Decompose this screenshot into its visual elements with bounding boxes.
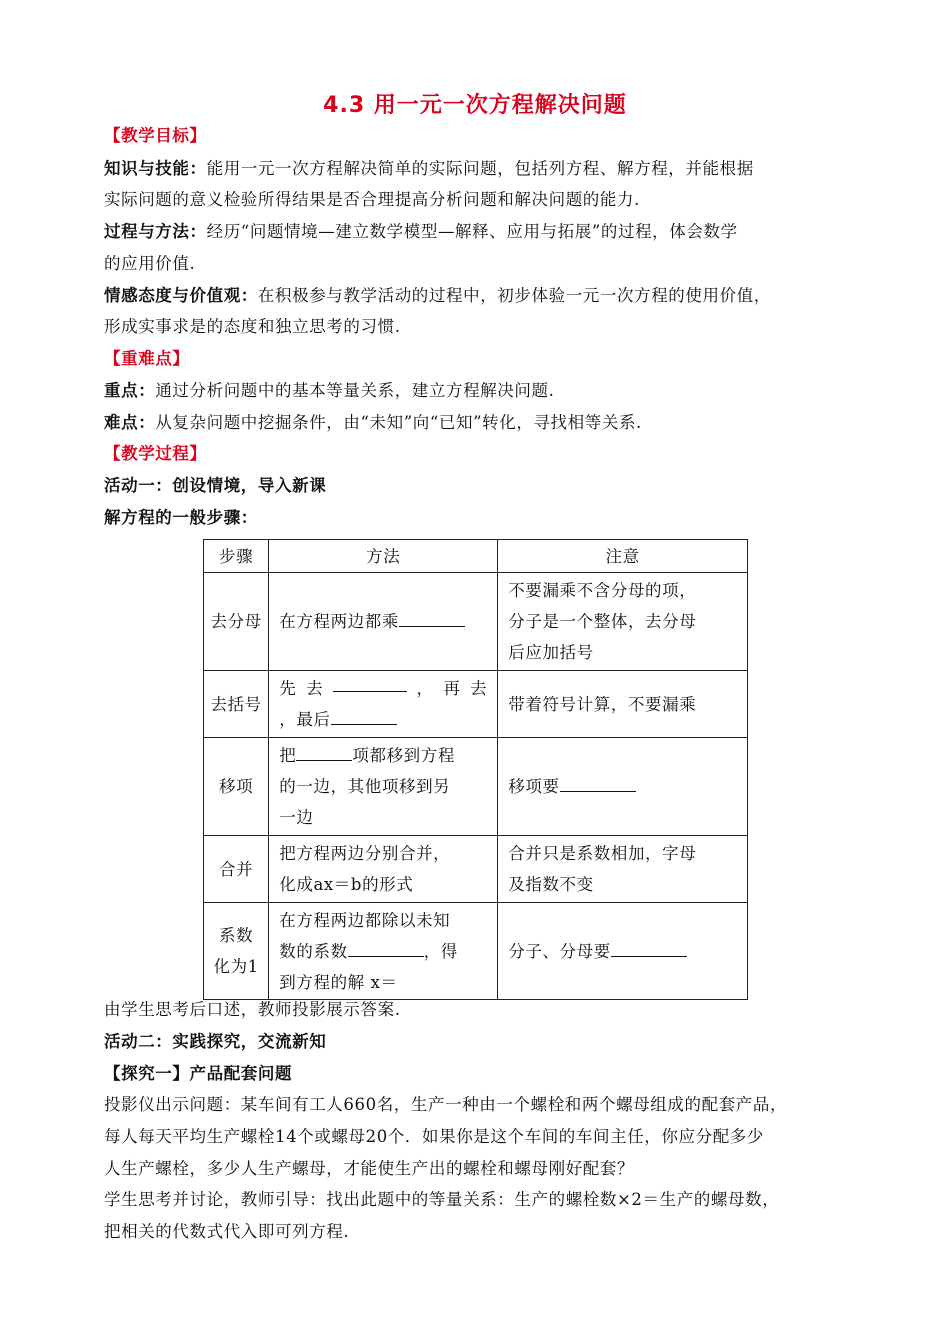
steps-table [203,539,748,1000]
emotion-line-1: 情感态度与价值观：在积极参与教学活动的过程中，初步体验一元一次方程的使用价值， [104,286,771,305]
after-table-text: 由学生思考后口述，教师投影展示答案. [104,1000,401,1019]
process-line-2: 的应用价值. [104,254,196,273]
answer-blank [611,938,687,957]
note-cell: 带着符号计算，不要漏乘 [498,671,748,738]
answer-blank [348,938,424,957]
method-cell: 把 项都移到方程 的一边，其他项移到另 一边 [269,738,498,836]
header-method: 方法 [269,540,498,573]
step-cell: 去括号 [204,671,269,738]
guide-line-1: 学生思考并讨论，教师引导：找出此题中的等量关系：生产的螺栓数×2＝生产的螺母数， [104,1190,780,1209]
knowledge-label: 知识与技能： [104,159,207,178]
step-cell: 去分母 [204,573,269,671]
problem-line-3: 人生产螺栓，多少人生产螺母，才能使生产出的螺栓和螺母刚好配套？ [104,1159,635,1178]
note-cell: 移项要 [498,738,748,836]
step-cell: 系数 化为1 [204,903,269,1000]
header-note: 注意 [498,540,748,573]
step-cell: 移项 [204,738,269,836]
guide-line-2: 把相关的代数式代入即可列方程. [104,1222,350,1241]
step-cell: 合并 [204,836,269,903]
table-header-row [204,540,748,573]
focus-line: 重点：通过分析问题中的基本等量关系，建立方程解决问题. [104,381,555,400]
activity-two: 活动二：实践探究，交流新知 [104,1032,327,1051]
method-cell: 在方程两边都除以未知 数的系数 ，得 到方程的解 x＝ [269,903,498,1000]
problem-line-1: 投影仪出示问题：某车间有工人660名，生产一种由一个螺栓和两个螺母组成的配套产品， [104,1095,788,1114]
note-cell: 分子、分母要 [498,903,748,1000]
knowledge-line-2: 实际问题的意义检验所得结果是否合理提高分析问题和解决问题的能力. [104,190,640,209]
table-row [204,903,748,1000]
process-label: 过程与方法： [104,222,207,241]
process-line-1: 过程与方法：经历“问题情境—建立数学模型—解释、应用与拓展”的过程，体会数学 [104,222,738,241]
method-cell: 在方程两边都乘 [269,573,498,671]
method-cell: 先 去 ， 再 去 ，最后 [269,671,498,738]
answer-blank [333,673,407,692]
table-row [204,836,748,903]
problem-line-2: 每人每天平均生产螺栓14个或螺母20个．如果你是这个车间的车间主任，你应分配多少 [104,1127,764,1146]
table-row [204,738,748,836]
table-row [204,671,748,738]
answer-blank [331,706,397,725]
answer-blank [296,742,352,761]
note-cell: 合并只是系数相加，字母 及指数不变 [498,836,748,903]
activity-one: 活动一：创设情境，导入新课 [104,476,327,495]
focus-label: 重点： [104,381,156,400]
process-heading: 【教学过程】 [104,444,207,463]
table-row [204,573,748,671]
emotion-label: 情感态度与价值观： [104,286,258,305]
knowledge-line-1: 知识与技能：能用一元一次方程解决简单的实际问题，包括列方程、解方程，并能根据 [104,159,754,178]
difficulty-line: 难点：从复杂问题中挖掘条件，由“未知”向“已知”转化，寻找相等关系. [104,413,642,432]
note-cell: 不要漏乘不含分母的项， 分子是一个整体，去分母 后应加括号 [498,573,748,671]
keypoints-heading: 【重难点】 [104,349,190,368]
page-title: 4.3 用一元一次方程解决问题 [323,93,627,118]
explore-one-heading: 【探究一】产品配套问题 [104,1064,293,1083]
difficulty-label: 难点： [104,413,156,432]
answer-blank [560,773,636,792]
method-cell: 把方程两边分别合并， 化成ax＝b的形式 [269,836,498,903]
steps-title: 解方程的一般步骤： [104,508,258,527]
goals-heading: 【教学目标】 [104,126,207,145]
header-step: 步骤 [204,540,269,573]
answer-blank [399,608,465,627]
emotion-line-2: 形成实事求是的态度和独立思考的习惯. [104,317,401,336]
